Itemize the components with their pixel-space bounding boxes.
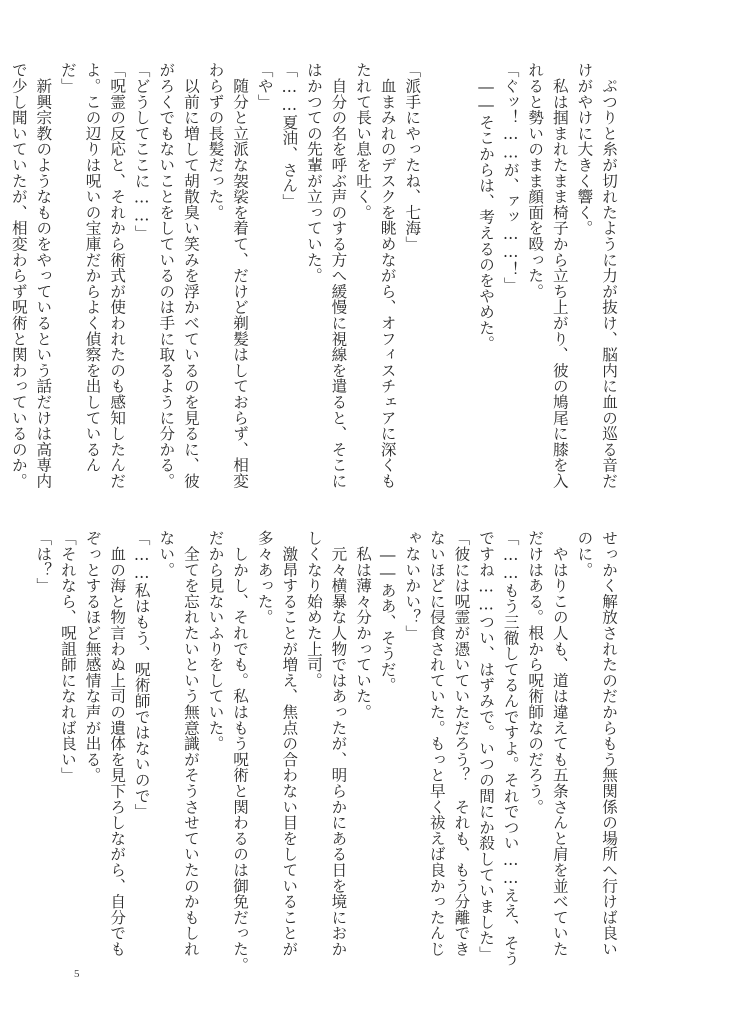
text-line (449, 62, 474, 482)
text-line: だから見ないふりをしていた。 (206, 530, 225, 752)
text-line: 「どうしてここに……」 (132, 62, 151, 241)
text-line: 「彼には呪霊が憑いていただろう？ それも、もう分離でき (452, 530, 471, 957)
text-line: 「や」 (255, 62, 274, 110)
text-line: で少し聞いていたが、相変わらず呪術と関わっているのか。 (9, 62, 28, 489)
text-line: 激昂することが増え、焦点の合わない目をしていることが (280, 530, 299, 957)
text-line: わらずの長髪だった。 (206, 62, 225, 220)
text-line: けがやけに大きく響く。 (575, 62, 594, 236)
text-line: 全てを忘れたいという無意識がそうさせていたのかもしれ (181, 530, 200, 957)
text-line: 以前に増して胡散臭い笑みを浮かべているのを見るに、彼 (181, 62, 200, 489)
bottom-text-block (31, 530, 621, 973)
top-text-block (6, 62, 621, 489)
page-number: 5 (74, 968, 80, 980)
text-line: 血の海と物言わぬ上司の遺体を見下ろしながら、自分でも (108, 530, 127, 957)
text-line: がろくでもないことをしているのは手に取るように分かる。 (157, 62, 176, 489)
text-line: れると勢いのまま顔面を殴った。 (526, 62, 545, 299)
text-line: ――ああ、そうだ。 (378, 530, 397, 693)
text-line: 新興宗教のようなものをやっているという話だけは高専内 (34, 62, 53, 489)
text-line: ぞっとするほど無感情な声が出る。 (83, 530, 102, 783)
text-line: よ。この辺りは呪いの宝庫だからよく偵察を出しているん (83, 62, 102, 473)
text-line: 随分と立派な袈裟を着て、だけど剃髪はしておらず、相変 (231, 62, 250, 489)
text-line: 「それなら、呪詛師になれば良い」 (58, 530, 77, 783)
text-line: 「派手にやったね、七海」 (403, 62, 422, 252)
text-line (424, 62, 449, 482)
text-line: はかつての先輩が立っていた。 (304, 62, 323, 284)
text-line: 自分の名を呼ぶ声のする方へ緩慢に視線を遣ると、そこに (329, 62, 348, 489)
text-line: しくなり始めた上司。 (304, 530, 323, 688)
text-line: 多々あった。 (255, 530, 274, 625)
text-line: のに。 (575, 530, 594, 578)
text-line: だけはある。根から呪術師なのだろう。 (526, 530, 545, 815)
text-line: 「……夏油、さん」 (280, 62, 299, 209)
text-line: ――そこからは、考えるのをやめた。 (477, 62, 496, 352)
text-line: だ」 (58, 62, 77, 94)
text-line: 「……もう三徹してるんですよ。それでつい……ええ、そう (501, 530, 520, 967)
text-line: 「……私はもう、呪術師ではないので」 (132, 530, 151, 820)
text-line: やはりこの人も、道は違えても五条さんと肩を並べていた (550, 530, 569, 957)
text-line: 「呪霊の反応と、それから術式が使われたのも感知したんだ (108, 62, 127, 489)
text-line: たれて長い息を吐く。 (354, 62, 373, 220)
text-line: 元々横暴な人物ではあったが、明らかにある日を境におか (329, 530, 348, 957)
text-line: 「は？」 (34, 530, 53, 594)
text-line: ぷつりと糸が切れたように力が抜け、脳内に血の巡る音だ (600, 62, 618, 489)
text-line: せっかく解放されたのだからもう無関係の場所へ行けば良い (600, 530, 618, 957)
text-line: ない。 (157, 530, 176, 578)
text-line: ゃないかい？」 (403, 530, 422, 641)
text-line: しかし、それでも。私はもう呪術と関わるのは御免だった。 (231, 530, 250, 973)
text-line: 私は掴まれたまま椅子から立ち上がり、彼の鳩尾に膝を入 (550, 62, 569, 489)
text-line: ないほどに侵食されていた。もっと早く祓えば良かったんじ (427, 530, 446, 957)
text-line: 「ぐッ！……が、ァッ……！」 (501, 62, 520, 293)
text-line: 私は薄々分かっていた。 (354, 530, 373, 720)
text-line: ですね……つい、はずみで。いつの間にか殺していました」 (477, 530, 496, 962)
text-line: 血まみれのデスクを眺めながら、オフィスチェアに深くも (378, 62, 397, 489)
